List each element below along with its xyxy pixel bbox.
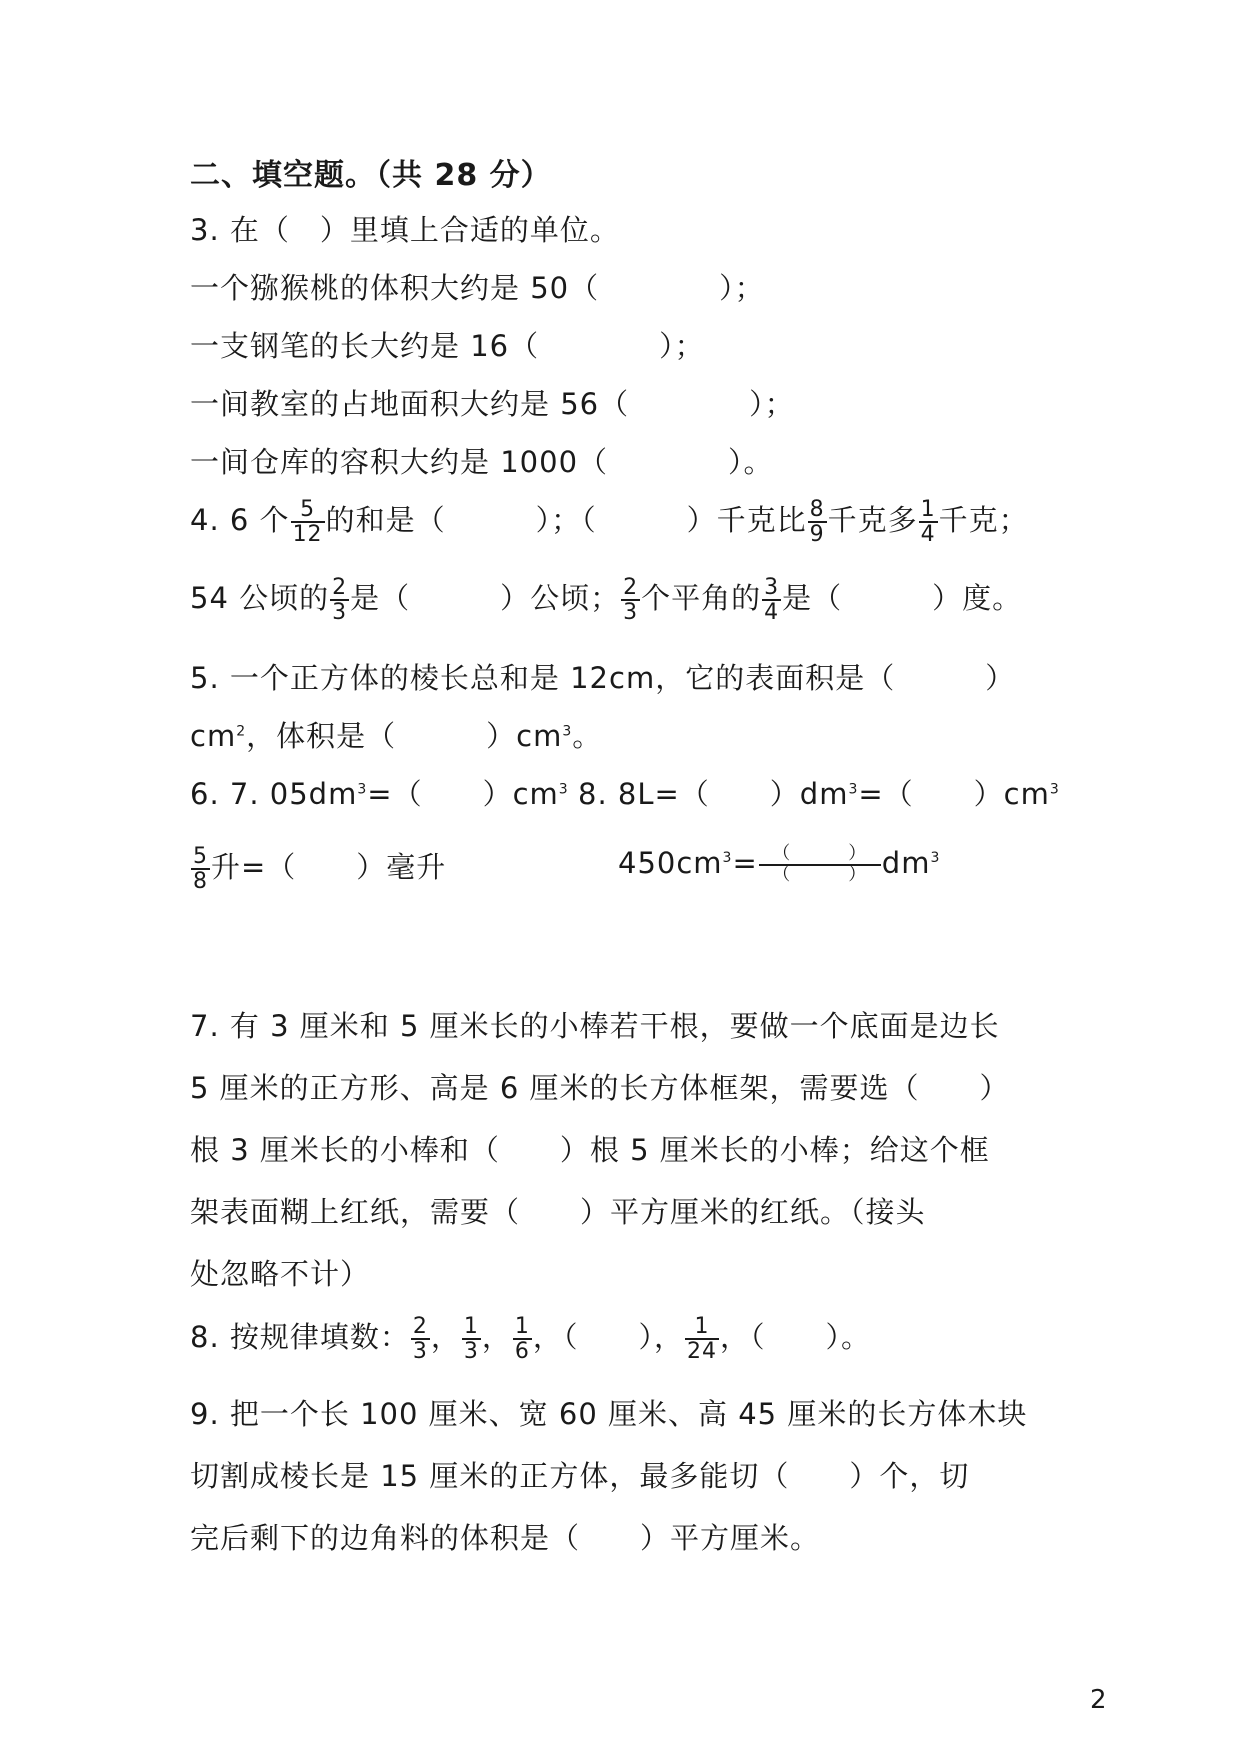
q6-text: =（ ）cm (858, 777, 1050, 811)
q7-line-2: 5 厘米的正方形、高是 6 厘米的长方体框架，需要选（ ） (190, 1071, 1010, 1105)
fraction (513, 1315, 532, 1363)
fraction (411, 1315, 430, 1363)
q6-text: 8. 8L=（ ）dm (578, 777, 849, 811)
page-number: 2 (1090, 1685, 1107, 1715)
q3-line-2: 一支钢笔的长大约是 16（ ）； (190, 329, 705, 363)
fraction (462, 1315, 481, 1363)
q6-text: 升=（ ）毫升 (211, 850, 447, 885)
q6-line-1b (578, 772, 1060, 813)
fraction (291, 498, 325, 546)
superscript: 3 (562, 723, 573, 740)
q4-text: 个平角的 (641, 581, 762, 616)
separator: ， (481, 1320, 512, 1355)
superscript: 3 (558, 781, 569, 798)
fraction (762, 576, 781, 624)
q3-line-1: 一个猕猴桃的体积大约是 50（ ）； (190, 271, 765, 305)
q8-line (190, 1315, 871, 1363)
q6-text: 6. 7. 05dm (190, 777, 358, 811)
q5-text: 。 (572, 719, 603, 753)
q6-text: dm (881, 845, 931, 880)
denominator: （ ） (759, 864, 881, 885)
q4-text: 是（ ）公顷； (350, 581, 621, 616)
q7-line-3: 根 3 厘米长的小棒和（ ）根 5 厘米长的小棒；给这个框 (190, 1133, 990, 1167)
fraction (759, 845, 881, 885)
separator: ， (430, 1320, 461, 1355)
q9-line-1: 9. 把一个长 100 厘米、宽 60 厘米、高 45 厘米的长方体木块 (190, 1397, 1028, 1431)
q5-text: ，体积是（ ）cm (246, 719, 563, 753)
denominator: 3 (463, 1339, 479, 1365)
numerator: 5 (300, 497, 316, 522)
superscript: 3 (930, 850, 941, 867)
separator: ， (532, 1320, 563, 1355)
answer-blank: （ ） (749, 1320, 841, 1355)
denominator: 4 (764, 600, 780, 626)
numerator: 1 (463, 1314, 479, 1339)
superscript: 2 (236, 723, 247, 740)
q4-text: 54 公顷的 (190, 581, 330, 616)
q4-text: 千克多 (827, 503, 918, 538)
q6-text: 450cm (618, 845, 723, 880)
q7-line-5: 处忽略不计） (190, 1257, 371, 1291)
q5-line-1: 5. 一个正方体的棱长总和是 12cm，它的表面积是（ ） (190, 661, 1016, 695)
q5-line-2 (190, 714, 602, 755)
denominator: 12 (292, 522, 323, 548)
superscript: 3 (357, 781, 368, 798)
q6-line-2 (190, 845, 446, 893)
numerator: 1 (514, 1314, 530, 1339)
q6-line-2b (618, 845, 940, 885)
q9-line-2: 切割成棱长是 15 厘米的正方体，最多能切（ ）个，切 (190, 1459, 970, 1493)
q5-text: cm (190, 719, 237, 753)
fraction (808, 498, 827, 546)
q3-line-4: 一间仓库的容积大约是 1000（ ）。 (190, 445, 774, 479)
numerator: 3 (764, 575, 780, 600)
q6-text: = (732, 845, 758, 880)
q6-line-1 (190, 772, 569, 813)
numerator: 8 (809, 497, 825, 522)
fraction (330, 576, 349, 624)
q3-line-3: 一间教室的占地面积大约是 56（ ）； (190, 387, 795, 421)
fraction (621, 576, 640, 624)
denominator: 9 (809, 522, 825, 548)
denominator: 3 (412, 1339, 428, 1365)
q3-intro: 3. 在（ ）里填上合适的单位。 (190, 213, 620, 247)
fraction (685, 1315, 719, 1363)
numerator: 1 (920, 497, 936, 522)
numerator: 5 (193, 844, 208, 869)
superscript: 3 (722, 850, 733, 867)
separator: ， (719, 1320, 750, 1355)
fraction (191, 845, 210, 893)
q4-text: 是（ ）度。 (782, 581, 1023, 616)
q9-line-3: 完后剩下的边角料的体积是（ ）平方厘米。 (190, 1521, 821, 1555)
numerator: 1 (694, 1314, 710, 1339)
denominator: 24 (686, 1339, 717, 1365)
numerator: 2 (412, 1314, 428, 1339)
superscript: 3 (848, 781, 859, 798)
fraction (919, 498, 938, 546)
denominator: 3 (332, 600, 348, 626)
denominator: 6 (514, 1339, 530, 1365)
q8-text: 。 (841, 1320, 872, 1355)
separator: ， (653, 1320, 684, 1355)
q4-text: 的和是（ ）；（ ）千克比 (325, 503, 807, 538)
q4-line-1 (190, 498, 1029, 546)
superscript: 3 (1049, 781, 1060, 798)
denominator: 4 (920, 522, 936, 548)
denominator: 8 (193, 869, 208, 895)
q7-line-1: 7. 有 3 厘米和 5 厘米长的小棒若干根，要做一个底面是边长 (190, 1009, 1000, 1043)
q4-line-2 (190, 576, 1022, 624)
denominator: 3 (623, 600, 639, 626)
q4-text: 4. 6 个 (190, 503, 290, 538)
numerator: 2 (332, 575, 348, 600)
numerator: （ ） (772, 843, 868, 864)
answer-blank: （ ） (562, 1320, 654, 1355)
section-title: 二、填空题。（共 28 分） (190, 158, 552, 193)
q7-line-4: 架表面糊上红纸，需要（ ）平方厘米的红纸。（接头 (190, 1195, 926, 1229)
q8-text: 8. 按规律填数： (190, 1320, 410, 1355)
numerator: 2 (623, 575, 639, 600)
q6-text: =（ ）cm (367, 777, 559, 811)
q4-text: 千克； (938, 503, 1029, 538)
